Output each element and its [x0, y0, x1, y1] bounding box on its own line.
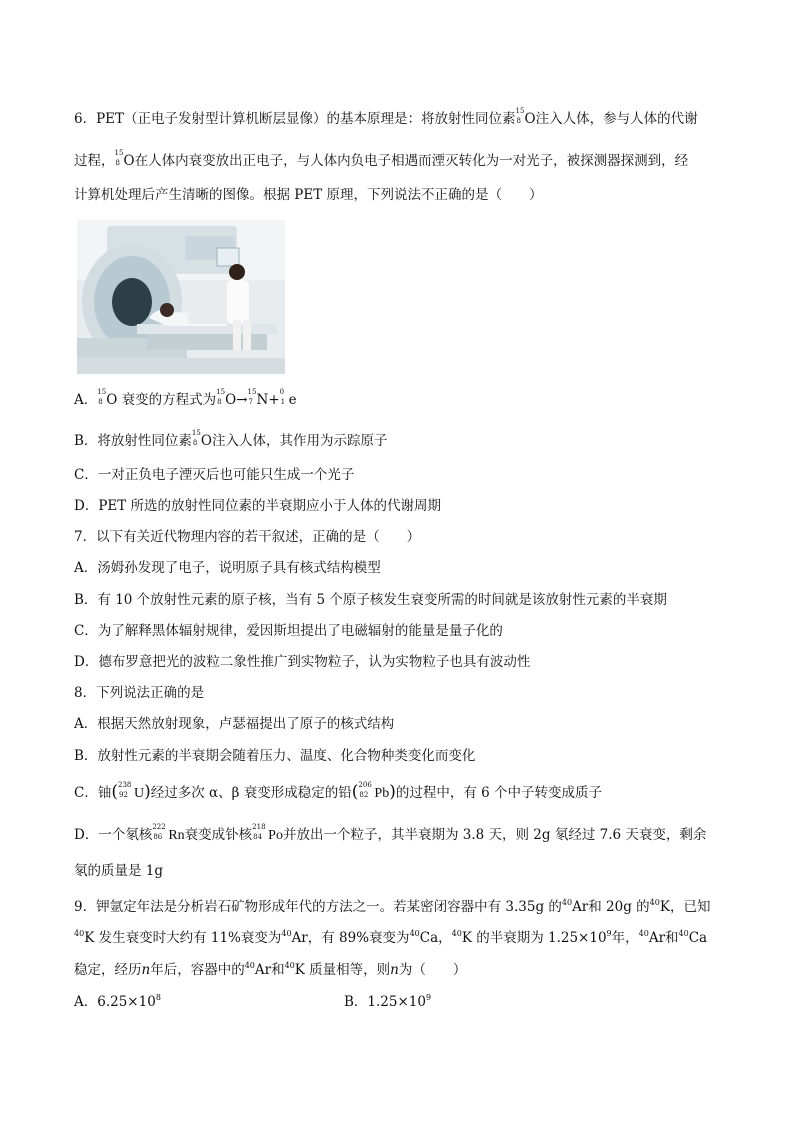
q9-option-a: A．$6.25\times 10^8$	[74, 993, 161, 1010]
q6-stem-line2: 过程， 15 8 O在人体内衰变放出正电子，与人体内负电子相遇而湮灭转化为一对光子，被探测器探测到，经	[74, 149, 689, 169]
q6-option-c: C．一对正负电子湮灭后也可能只生成一个光子	[74, 467, 355, 483]
q9-stem-line1: 9．钾氩定年法是分析岩石矿物形成年代的方法之一。若某密闭容器中有 3.35g 的$^{40}$Ar和 20g 的$^{40}$K，已知	[74, 898, 711, 915]
q7-option-b: B．有 10 个放射性元素的原子核，当有 5 个原子核发生衰变所需的时间就是该放射性元素的半衰期	[74, 592, 667, 608]
q6-stem-line3: 计算机处理后产生清晰的图像。根据 PET 原理，下列说法不正确的是（ ）	[74, 187, 543, 203]
q7-option-d: D．德布罗意把光的波粒二象性推广到实物粒子，认为实物粒子也具有波动性	[74, 654, 531, 670]
q6-option-a: A． 15 8 O 衰变的方程式为 15 8 O→ 15 7 N+ 0 1 e	[74, 388, 297, 408]
q7-option-c: C．为了解释黑体辐射规律，爱因斯坦提出了电磁辐射的能量是量子化的	[74, 623, 503, 639]
q8-option-a: A．根据天然放射现象，卢瑟福提出了原子的核式结构	[74, 716, 395, 732]
q8-option-d-line1: D．一个氡核 222 86 Rn衰变成钋核 218 84 Po并放出一个粒子，其半衰期为 3.8 天，则 2g 氡经过 7.6 天衰变，剩余	[74, 823, 707, 843]
q6-stem-line1: 6．PET（正电子发射型计算机断层显像）的基本原理是：将放射性同位素 15 8 O注入人体，参与人体的代谢	[74, 107, 698, 127]
q9-stem-line3: 稳定，经历n年后，容器中的$^{40}$Ar和$^{40}$K 质量相等，则n为（ ）	[74, 961, 467, 978]
q7-option-a: A．汤姆孙发现了电子，说明原子具有核式结构模型	[74, 560, 381, 576]
q7-stem: 7．以下有关近代物理内容的若干叙述，正确的是（ ）	[74, 529, 421, 545]
q8-stem: 8．下列说法正确的是	[74, 685, 205, 701]
q8-option-d-line2: 氡的质量是 1g	[74, 863, 164, 879]
q9-option-b: B．$1.25\times 10^9$	[344, 993, 432, 1010]
q8-option-c: C．铀( 238 92 U)经过多次 α、β 衰变形成稳定的铅( 206 82 Pb)的过程中，有 6 个中子转变成质子	[74, 781, 603, 802]
q8-option-b: B．放射性元素的半衰期会随着压力、温度、化合物种类变化而变化	[74, 748, 476, 764]
pet-scanner-photo	[77, 220, 285, 374]
q9-stem-line2: $^{40}$K 发生衰变时大约有 11%衰变为$^{40}$Ar，有 89%衰变为$^{40}$Ca，$^{40}$K 的半衰期为 $1.25\times 10^9$年，$^{40}$Ar和$^{40}$Ca	[74, 929, 708, 946]
q6-option-d: D．PET 所选的放射性同位素的半衰期应小于人体的代谢周期	[74, 498, 442, 514]
q6-option-b: B．将放射性同位素 15 8 O注入人体，其作用为示踪原子	[74, 429, 388, 449]
